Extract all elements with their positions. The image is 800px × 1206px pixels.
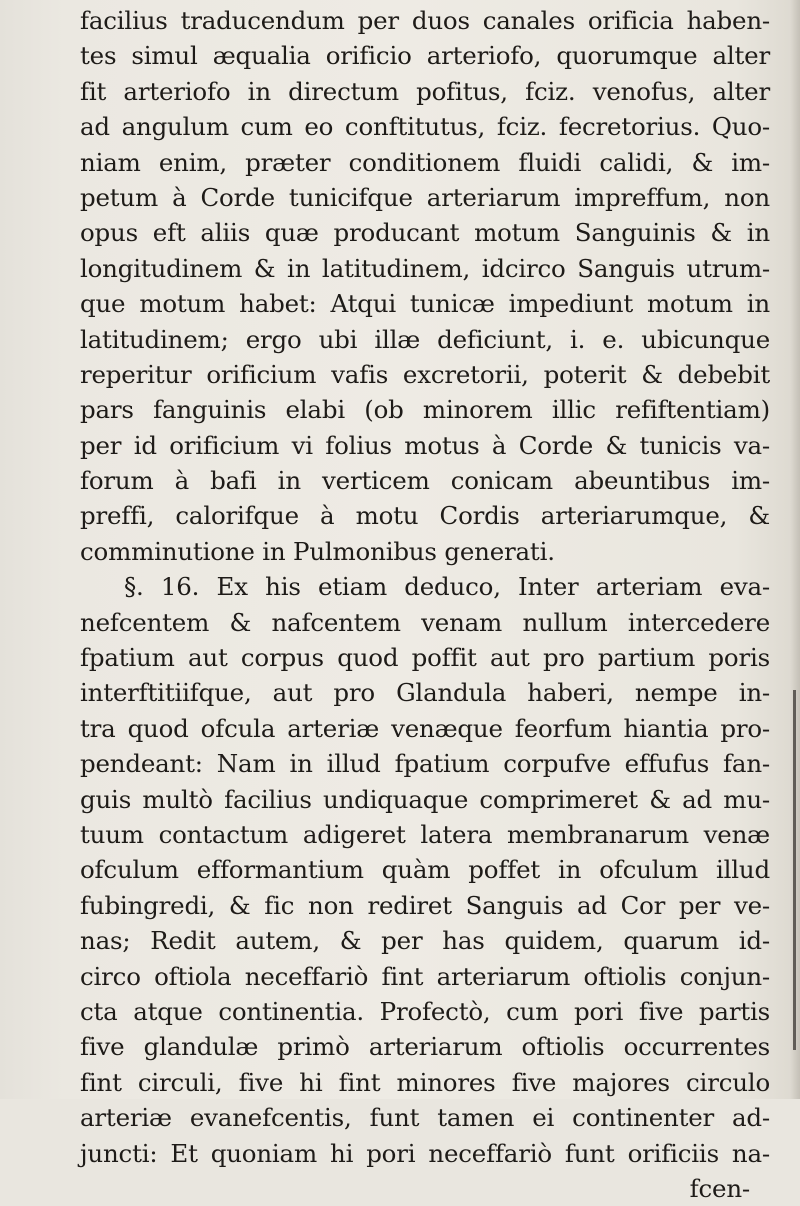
text-line: guis multò facilius undiquaque comprimeret & ad mu- [80, 784, 770, 814]
text-line: niam enim, præter conditionem fluidi calidi, & im- [80, 147, 770, 177]
text-line: fpatium aut corpus quod poffit aut pro partium poris [80, 643, 770, 673]
text-line: arteriæ evanefcentis, funt tamen ei continenter ad- [80, 1103, 770, 1133]
text-line: juncti: Et quoniam hi pori neceffariò funt orificiis na- [80, 1138, 770, 1168]
text-line: reperitur orificium vafis excretorii, poterit & debebit [80, 359, 770, 389]
text-line: five glandulæ primò arteriarum oftiolis occurrentes [80, 1032, 770, 1062]
text-line: pars fanguinis elabi (ob minorem illic refiftentiam) [80, 395, 770, 425]
text-line: per id orificium vi folius motus à Corde & tunicis va- [80, 430, 770, 460]
text-line: tuum contactum adigeret latera membranarum venæ [80, 819, 770, 849]
paragraph-end-line: comminutione in Pulmonibus generati. [80, 536, 555, 566]
text-line: latitudinem; ergo ubi illæ deficiunt, i. e. ubicunque [80, 324, 770, 354]
text-line: longitudinem & in latitudinem, idcirco Sanguis utrum- [80, 253, 770, 283]
section-start-line: §. 16. Ex his etiam deduco, Inter arteriam eva- [124, 572, 770, 602]
binding-edge-mark [793, 690, 796, 1050]
text-line: tra quod ofcula arteriæ venæque feorfum hiantia pro- [80, 713, 770, 743]
text-line: facilius traducendum per duos canales orificia haben- [80, 6, 770, 35]
catchword: fcen- [689, 1173, 750, 1203]
text-line: petum à Corde tunicifque arteriarum impreffum, non [80, 182, 770, 212]
text-line: que motum habet: Atqui tunicæ impediunt motum in [80, 289, 770, 319]
text-line: pendeant: Nam in illud fpatium corpufve effufus fan- [80, 749, 770, 779]
text-line: nas; Redit autem, & per has quidem, quarum id- [80, 926, 770, 956]
text-line: fubingredi, & fic non rediret Sanguis ad Cor per ve- [80, 890, 770, 920]
text-line: preffi, calorifque à motu Cordis arteriarumque, & [80, 501, 770, 531]
text-line: ofculum efformantium quàm poffet in ofculum illud [80, 855, 770, 885]
text-line: cta atque continentia. Profectò, cum pori five partis [80, 996, 770, 1026]
body-text [80, 3, 770, 1206]
text-line: nefcentem & nafcentem venam nullum intercedere [80, 607, 770, 637]
text-line: opus eft aliis quæ producant motum Sanguinis & in [80, 218, 770, 248]
text-line: circo oftiola neceffariò fint arteriarum oftiolis conjun- [80, 961, 770, 991]
text-line: tes simul æqualia orificio arteriofo, quorumque alter [80, 41, 770, 71]
text-line: fint circuli, five hi fint minores five majores circulo [80, 1067, 770, 1097]
text-line: forum à bafi in verticem conicam abeuntibus im- [80, 466, 770, 496]
text-line: fit arteriofo in directum pofitus, fciz. venofus, alter [80, 76, 770, 106]
text-line: interftitiifque, aut pro Glandula haberi, nempe in- [80, 678, 770, 708]
text-line: ad angulum cum eo conftitutus, fciz. fecretorius. Quo- [80, 112, 770, 142]
